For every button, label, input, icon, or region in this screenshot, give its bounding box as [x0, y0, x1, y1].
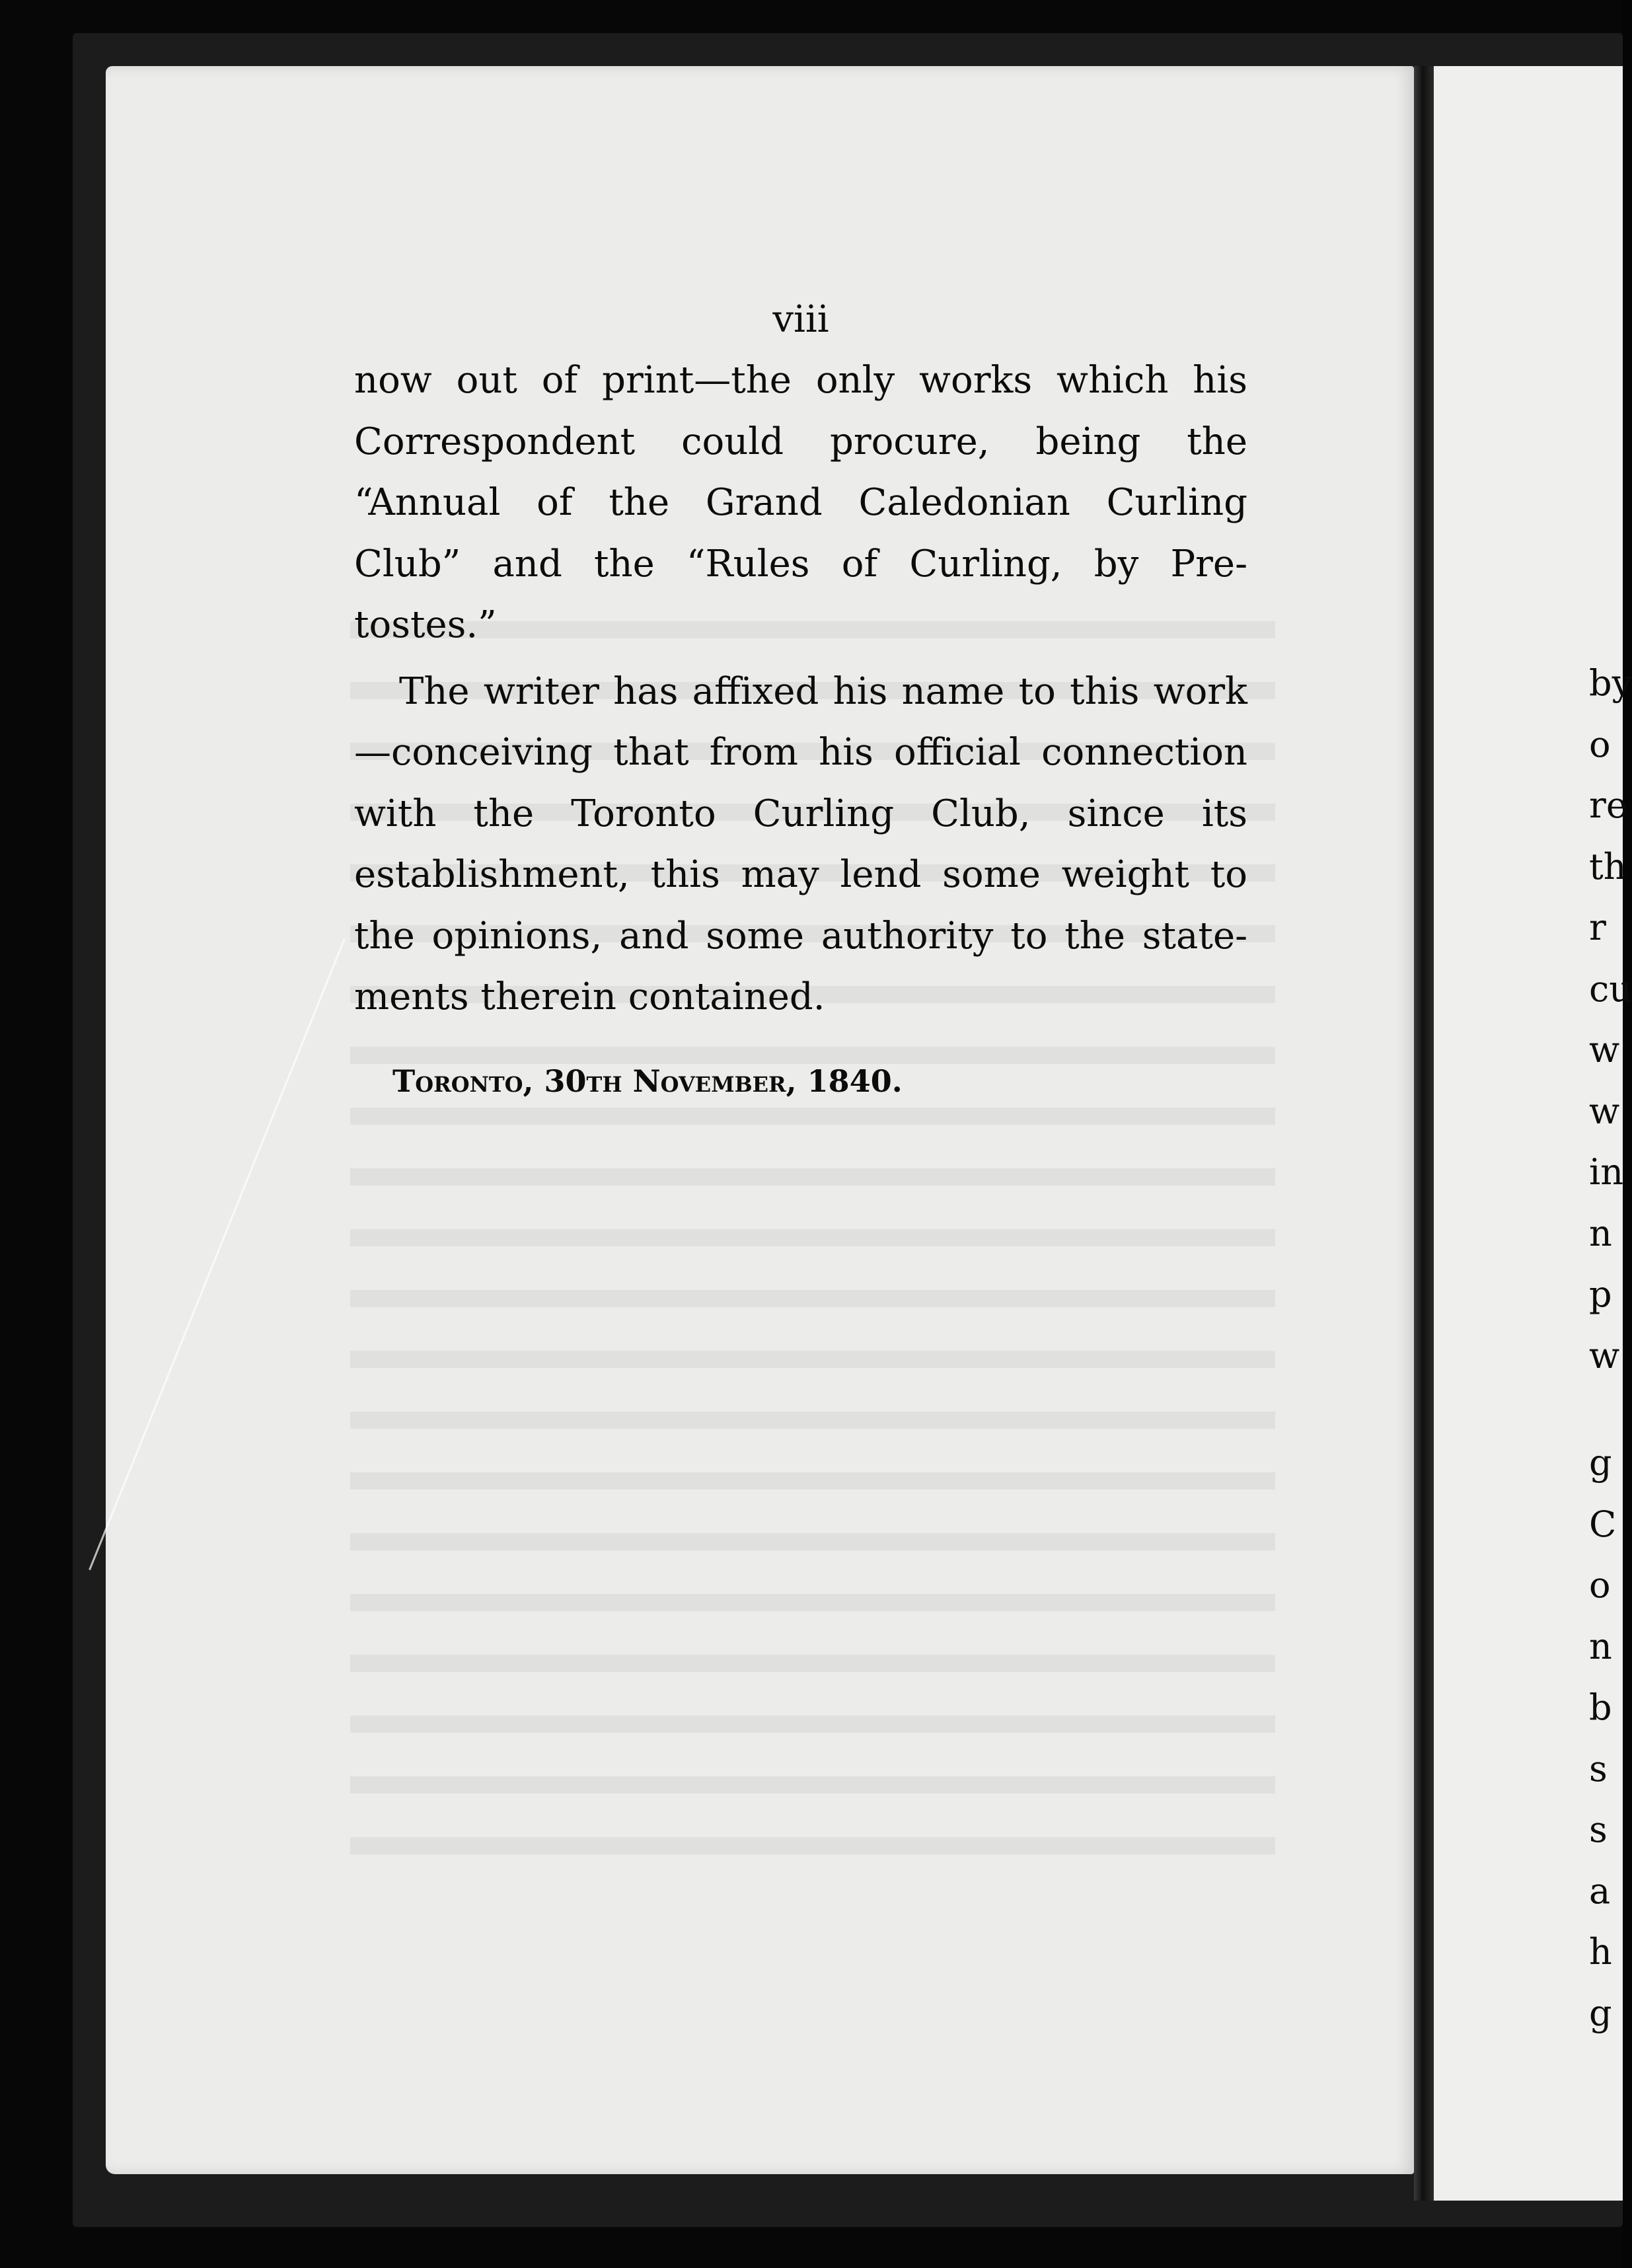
text-fragment: s: [1589, 1747, 1608, 1790]
text-fragment: s: [1589, 1809, 1608, 1850]
text-fragment: cu: [1589, 967, 1632, 1010]
text-fragment: b: [1589, 1686, 1612, 1728]
text-fragment: in: [1589, 1151, 1624, 1193]
text-fragment: o: [1589, 1564, 1611, 1606]
text-line: the opinions, and some authority to the state-: [354, 914, 1247, 958]
text-fragment: w: [1589, 1090, 1620, 1132]
text-fragment: th: [1589, 845, 1627, 888]
text-line: Correspondent could procure, being the: [354, 420, 1247, 463]
book-gutter: [1414, 66, 1434, 2201]
text-fragment: re: [1589, 784, 1627, 826]
text-fragment: o: [1589, 723, 1611, 765]
text-line: Club” and the “Rules of Curling, by Pre-: [354, 542, 1247, 586]
paragraph-1: [354, 350, 1247, 656]
paragraph-2: [354, 662, 1247, 1028]
page-text: [354, 289, 1247, 1108]
text-line: The writer has affixed his name to this work: [399, 669, 1247, 713]
text-fragment: a: [1589, 1870, 1611, 1912]
text-fragment: n: [1589, 1212, 1612, 1254]
text-line: —conceiving that from his official connection: [354, 731, 1247, 774]
text-fragment: g: [1589, 1442, 1612, 1484]
text-line: tostes.”: [354, 603, 497, 646]
page-number: viii: [772, 298, 829, 341]
text-fragment: n: [1589, 1625, 1612, 1667]
text-line: now out of print—the only works which his: [354, 359, 1247, 402]
text-fragment: g: [1589, 1992, 1612, 2034]
facing-page-text-fragments: [1589, 653, 1632, 2044]
text-fragment: w: [1589, 1029, 1620, 1071]
text-fragment: r: [1589, 907, 1606, 948]
text-fragment: by: [1589, 662, 1632, 704]
text-line: “Annual of the Grand Caledonian Curling: [354, 481, 1247, 524]
text-fragment: h: [1589, 1931, 1612, 1973]
signoff-dateline: Toronto, 30th November, 1840.: [392, 1063, 903, 1099]
text-fragment: p: [1589, 1273, 1612, 1315]
text-fragment: C: [1589, 1503, 1617, 1545]
text-line: with the Toronto Curling Club, since its: [354, 792, 1247, 835]
text-line: establishment, this may lend some weight to: [354, 853, 1247, 896]
text-line: ments therein contained.: [354, 975, 825, 1018]
text-fragment: w: [1589, 1334, 1620, 1377]
